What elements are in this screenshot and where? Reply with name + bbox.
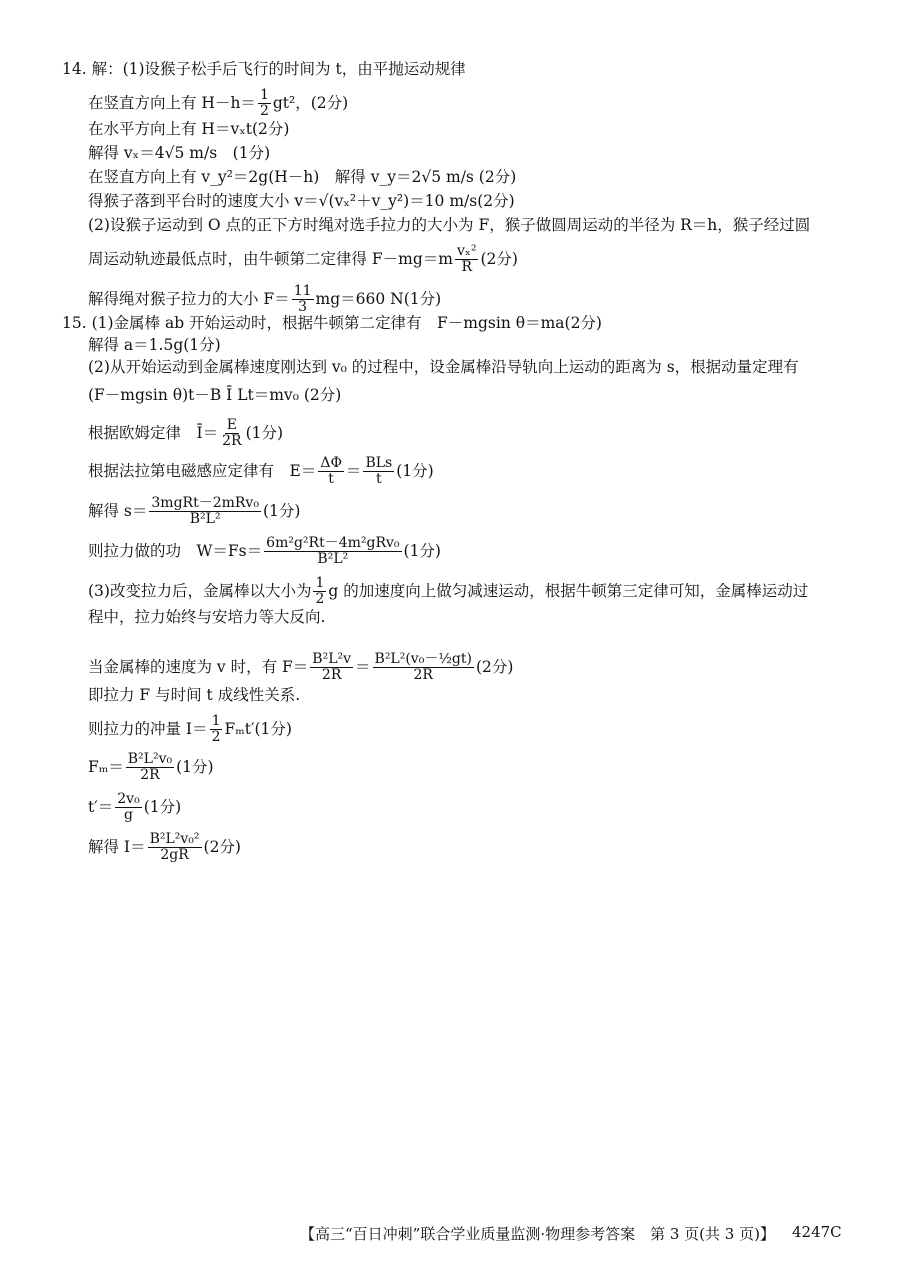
q14-heading: 14. 解：(1)设猴子松手后飞行的时间为 t，由平抛运动规律	[62, 60, 466, 78]
fraction: $\frac{\text{2v₀}}{g}$	[117, 791, 140, 823]
fraction: $\frac{\text{B²L²v}}{2R}$	[312, 651, 352, 683]
fraction: $\frac{\text{3mgRt－2mRv₀}}{\text{B²L²}}$	[151, 495, 259, 527]
q15-part2-setup: (2)从开始运动到金属棒速度刚达到 v₀ 的过程中，设金属棒沿导轨向上运动的距离为 s，根据动量定理有	[88, 358, 799, 376]
fraction: $\frac{1}{2}$	[211, 713, 221, 745]
q15-momentum-theorem: (F－mgsin θ)t－B Ī Lt＝mv₀ (2分)	[88, 386, 342, 404]
fraction: $\frac{\text{B²L²v₀²}}{2gR}$	[149, 831, 200, 863]
q14-horizontal-eq: 在水平方向上有 H＝vₓt(2分)	[88, 120, 290, 138]
q14-landing-speed: 得猴子落到平台时的速度大小 v＝√(vₓ²＋v_y²)＝10 m/s(2分)	[88, 192, 515, 210]
q15-time-expression: t′＝ $\frac{\text{2v₀}}{g}$ (1分)	[88, 791, 182, 823]
q15-force-expression: 当金属棒的速度为 v 时，有 F＝ $\frac{\text{B²L²v}}{2R}$ ＝ $\frac{\text{B²L²(v₀－½gt)}}{2R}$ (2分)	[88, 651, 514, 683]
fraction: $\frac{1}{2}$	[315, 575, 325, 607]
fraction: $\frac{\text{6m²g²Rt－4m²gRv₀}}{\text{B²L²}}$	[266, 535, 400, 567]
footer-title: 【高三“百日冲刺”联合学业质量监测·物理参考答案 第 3 页(共 3 页)】	[300, 1225, 775, 1243]
q14-vx-result: 解得 vₓ＝4√5 m/s (1分)	[88, 144, 271, 162]
q14-newton-second-law: 周运动轨迹最低点时，由牛顿第二定律得 F－mg＝m $\frac{\text{vₓ²}}{R}$ (2分)	[88, 243, 518, 275]
q14-part2-setup: (2)设猴子运动到 O 点的正下方时绳对选手拉力的大小为 F，猴子做圆周运动的半径为 R＝h，猴子经过圆	[88, 216, 811, 234]
footer-code: 4247C	[792, 1223, 842, 1241]
q15-faraday-law: 根据法拉第电磁感应定律有 E＝ $\frac{\Delta\Phi}{t}$ ＝ $\frac{\text{BLs}}{t}$ (1分)	[88, 455, 434, 487]
fraction: $\frac{11}{3}$	[293, 283, 312, 315]
q15-part3-setup: (3)改变拉力后，金属棒以大小为 $\frac{1}{2}$ g 的加速度向上做匀减速运动，根据牛顿第三定律可知，金属棒运动过	[88, 575, 809, 607]
q14-vy-result: 在竖直方向上有 v_y²＝2g(H－h) 解得 v_y＝2√5 m/s (2分)	[88, 168, 517, 186]
q15-acceleration-result: 解得 a＝1.5g(1分)	[88, 336, 221, 354]
q14-tension-result: 解得绳对猴子拉力的大小 F＝ $\frac{11}{3}$ mg＝660 N(1分)	[88, 283, 442, 315]
q15-linear-relation: 即拉力 F 与时间 t 成线性关系.	[88, 686, 301, 704]
fraction: $\frac{\text{B²L²(v₀－½gt)}}{2R}$	[374, 651, 472, 683]
fraction: $\frac{\Delta\Phi}{t}$	[320, 455, 342, 487]
fraction: $\frac{\text{vₓ²}}{R}$	[457, 243, 477, 275]
q15-distance-result: 解得 s＝ $\frac{\text{3mgRt－2mRv₀}}{\text{B²L²}}$ (1分)	[88, 495, 301, 527]
fraction: $\frac{E}{2R}$	[222, 417, 242, 449]
q15-impulse-result: 解得 I＝ $\frac{\text{B²L²v₀²}}{2gR}$ (2分)	[88, 831, 241, 863]
q15-heading: 15. (1)金属棒 ab 开始运动时，根据牛顿第二定律有 F－mgsin θ＝ma(2分)	[62, 314, 602, 332]
fraction: $\frac{1}{2}$	[259, 87, 269, 119]
fraction: $\frac{\text{B²L²v₀}}{2R}$	[127, 751, 173, 783]
q15-work-result: 则拉力做的功 W＝Fs＝ $\frac{\text{6m²g²Rt－4m²gRv₀}}{\text{B²L²}}$ (1分)	[88, 535, 441, 567]
q15-part3-continuation: 程中，拉力始终与安培力等大反向.	[88, 608, 326, 626]
q15-impulse-expression: 则拉力的冲量 I＝ $\frac{1}{2}$ Fₘt′(1分)	[88, 713, 292, 745]
q14-vertical-eq: 在竖直方向上有 H－h＝ $\frac{1}{2}$ gt²，(2分)	[88, 87, 349, 119]
q15-fm-expression: Fₘ＝ $\frac{\text{B²L²v₀}}{2R}$ (1分)	[88, 751, 214, 783]
q15-ohms-law: 根据欧姆定律 Ī＝ $\frac{E}{2R}$ (1分)	[88, 417, 284, 449]
fraction: $\frac{\text{BLs}}{t}$	[365, 455, 393, 487]
